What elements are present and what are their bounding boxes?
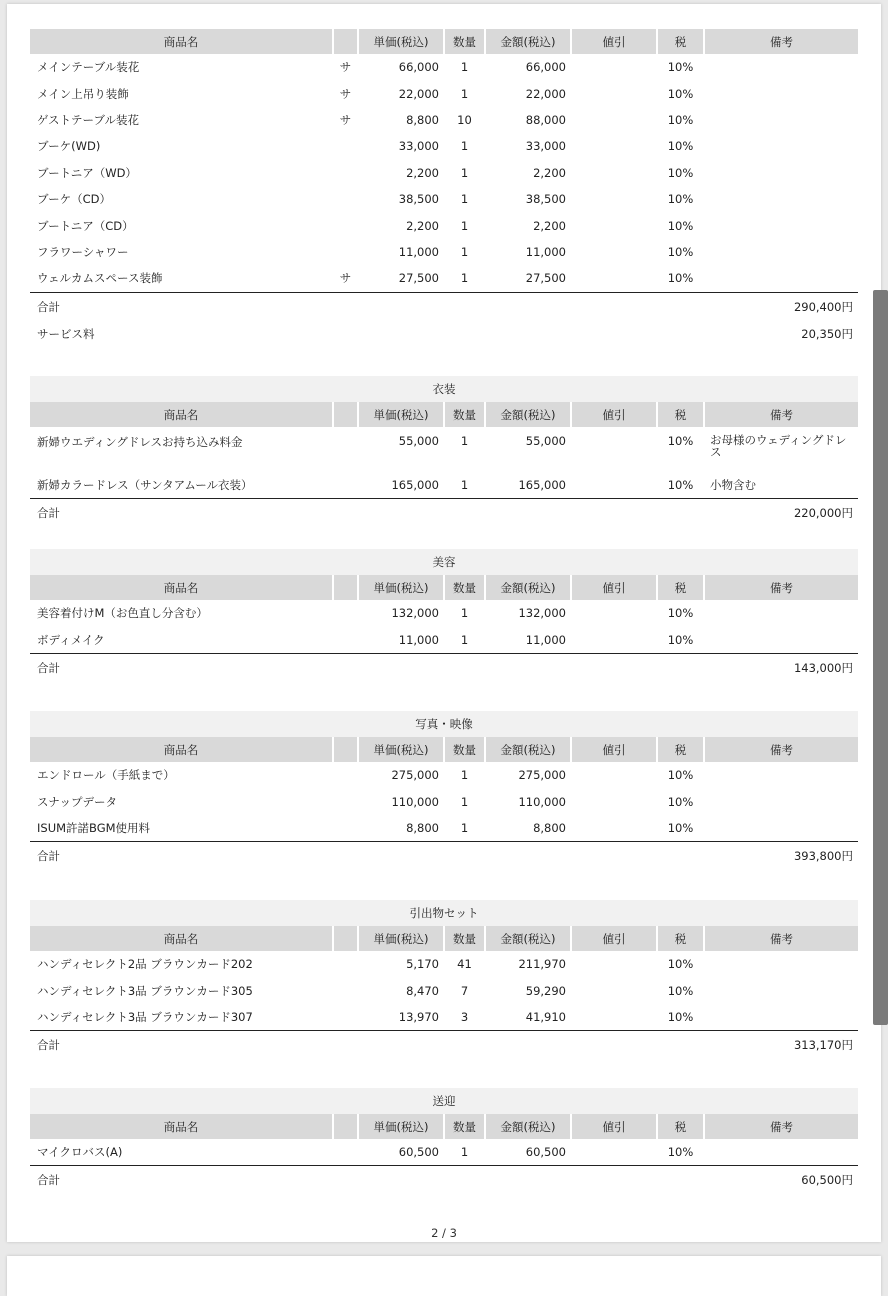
header-discount: 値引 [571,1114,657,1139]
cell-note [704,212,858,238]
header-qty: 数量 [444,29,485,54]
header-name: 商品名 [30,29,333,54]
cell-tax: 10% [667,434,694,448]
cell-mark [333,133,358,159]
transport-rows [30,1139,858,1165]
cell-unit-price: 2,200 [406,218,439,233]
cell-mark [333,472,358,498]
cell-unit-price: 5,170 [406,957,439,972]
cell-item-name: 新婦カラードレス（サンタアムール衣装） [37,478,253,493]
cell-amount: 275,000 [518,768,566,783]
cell-qty: 7 [460,983,469,998]
cell-amount: 22,000 [525,86,566,101]
cell-qty: 3 [460,1009,469,1024]
cell-note: お母様のウェディングドレス [710,433,847,459]
cell-mark [333,788,358,814]
cell-mark [333,239,358,265]
table-row [30,54,858,80]
cell-discount [571,427,657,472]
cell-unit-price: 11,000 [398,244,439,259]
table-row [30,80,858,106]
cell-mark [333,977,358,1003]
table-row [30,977,858,1003]
header-note: 備考 [704,402,858,427]
cell-discount [571,1139,657,1165]
cell-qty: 1 [460,768,469,783]
cell-item-name: ハンディセレクト3品 ブラウンカード307 [37,1009,253,1024]
header-note: 備考 [704,926,858,951]
cell-qty: 1 [460,820,469,835]
header-discount: 値引 [571,29,657,54]
cell-unit-price: 8,800 [406,112,439,127]
cell-item-name: ボディメイク [37,632,105,647]
cell-tax: 10% [667,192,694,207]
cell-tax: 10% [667,86,694,101]
header-qty: 数量 [444,575,485,600]
header-name: 商品名 [30,402,333,427]
cell-discount [571,788,657,814]
flower-table [30,29,858,292]
header-unit-price: 単価(税込) [358,926,444,951]
total-label: 合計 [37,849,60,864]
costume-table [30,402,858,498]
header-mark [333,737,358,762]
header-discount: 値引 [571,575,657,600]
header-mark [333,1114,358,1139]
cell-qty: 1 [460,218,469,233]
cell-amount: 11,000 [525,244,566,259]
table-row [30,600,858,626]
table-header-row [30,926,858,951]
cell-note [704,1004,858,1030]
cell-note [704,80,858,106]
header-amount: 金額(税込) [485,29,571,54]
cell-unit-price: 33,000 [398,139,439,154]
cell-qty: 1 [460,165,469,180]
cell-qty: 1 [460,86,469,101]
section-title: 写真・映像 [30,711,858,737]
scrollbar[interactable] [873,290,888,1025]
cell-discount [571,815,657,841]
table-header-row [30,29,858,54]
cell-qty: 10 [457,112,472,127]
cell-item-name: ブーケ（CD） [37,192,112,207]
beauty-total-row [30,653,858,681]
cell-unit-price: 22,000 [398,86,439,101]
cell-item-name: ブートニア（WD） [37,165,137,180]
cell-discount [571,977,657,1003]
table-row [30,788,858,814]
cell-mark [333,160,358,186]
cell-item-name: エンドロール（手紙まで） [37,768,175,783]
cell-qty: 1 [460,192,469,207]
cell-discount [571,626,657,652]
cell-qty: 1 [460,606,469,621]
header-discount: 値引 [571,737,657,762]
table-row [30,239,858,265]
header-name: 商品名 [30,737,333,762]
cell-tax: 10% [667,820,694,835]
cell-tax: 10% [667,244,694,259]
cell-item-name: マイクロバス(A) [37,1145,123,1160]
table-row [30,133,858,159]
cell-note [704,239,858,265]
cell-mark: サ [339,60,352,75]
cell-note [704,186,858,212]
header-note: 備考 [704,1114,858,1139]
cell-discount [571,107,657,133]
costume-total-row [30,498,858,526]
cell-note [704,133,858,159]
cell-amount: 211,970 [518,957,566,972]
cell-unit-price: 2,200 [406,165,439,180]
cell-qty: 1 [460,139,469,154]
cell-tax: 10% [667,1145,694,1160]
cell-mark: サ [339,112,352,127]
header-unit-price: 単価(税込) [358,737,444,762]
next-page-preview [7,1256,881,1296]
service-fee-label: サービス料 [37,326,95,341]
total-value: 290,400円 [793,299,853,314]
cell-note [704,977,858,1003]
flower-rows [30,54,858,292]
photo-rows [30,762,858,841]
total-value: 393,800円 [793,849,853,864]
table-row [30,186,858,212]
cell-qty: 1 [460,244,469,259]
total-label: 合計 [37,1173,60,1188]
cell-unit-price: 8,800 [406,820,439,835]
beauty-table [30,575,858,653]
total-value: 60,500円 [801,1173,853,1188]
header-tax: 税 [657,29,704,54]
cell-amount: 2,200 [533,165,566,180]
cell-note [704,265,858,291]
flower-total-row [30,292,858,320]
header-discount: 値引 [571,402,657,427]
transport-table [30,1114,858,1165]
header-note: 備考 [704,737,858,762]
cell-item-name: ハンディセレクト2品 ブラウンカード202 [37,957,253,972]
cell-note [704,160,858,186]
gift-rows [30,951,858,1030]
cell-item-name: 美容着付けM（お色直し分含む） [37,606,208,621]
cell-note [704,626,858,652]
cell-qty: 1 [460,434,469,448]
header-qty: 数量 [444,402,485,427]
table-row [30,427,858,472]
cell-qty: 1 [460,478,469,493]
cell-note [704,1139,858,1165]
cell-tax: 10% [667,957,694,972]
table-row [30,1004,858,1030]
cell-amount: 11,000 [525,632,566,647]
cell-mark [333,212,358,238]
cell-tax: 10% [667,218,694,233]
table-row [30,951,858,977]
header-note: 備考 [704,29,858,54]
total-value: 220,000円 [793,506,853,521]
section-title: 引出物セット [30,900,858,926]
cell-discount [571,1004,657,1030]
cell-tax: 10% [667,1009,694,1024]
photo-table [30,737,858,841]
cell-unit-price: 38,500 [398,192,439,207]
cell-discount [571,212,657,238]
cell-note: 小物含む [710,478,756,493]
cell-mark [333,626,358,652]
header-tax: 税 [657,1114,704,1139]
cell-unit-price: 27,500 [398,271,439,286]
header-mark [333,29,358,54]
photo-total-row [30,841,858,869]
cell-tax: 10% [667,271,694,286]
header-discount: 値引 [571,926,657,951]
gift-total-row [30,1030,858,1058]
cell-unit-price: 66,000 [398,60,439,75]
cell-amount: 38,500 [525,192,566,207]
cell-mark: サ [339,271,352,286]
cell-mark [333,1139,358,1165]
cell-discount [571,186,657,212]
cell-item-name: フラワーシャワー [37,244,129,259]
cell-discount [571,54,657,80]
table-row [30,626,858,652]
section-costume [30,376,858,526]
cell-amount: 165,000 [518,478,566,493]
cell-tax: 10% [667,139,694,154]
cell-amount: 60,500 [525,1145,566,1160]
cell-note [704,815,858,841]
header-name: 商品名 [30,575,333,600]
cell-discount [571,160,657,186]
cell-discount [571,600,657,626]
table-header-row [30,575,858,600]
cell-unit-price: 165,000 [391,478,439,493]
cell-unit-price: 60,500 [398,1145,439,1160]
section-title: 送迎 [30,1088,858,1114]
cell-mark [333,762,358,788]
cell-discount [571,80,657,106]
cell-item-name: ブートニア（CD） [37,218,134,233]
cell-discount [571,265,657,291]
cell-tax: 10% [667,632,694,647]
header-tax: 税 [657,402,704,427]
cell-item-name: ゲストテーブル装花 [37,112,140,127]
cell-item-name: メイン上吊り装飾 [37,86,129,101]
cell-discount [571,951,657,977]
cell-item-name: ISUM許諾BGM使用料 [37,820,151,835]
header-unit-price: 単価(税込) [358,575,444,600]
cell-tax: 10% [667,983,694,998]
cell-item-name: ハンディセレクト3品 ブラウンカード305 [37,983,253,998]
section-photo [30,711,858,869]
service-fee-row [30,320,858,346]
cell-amount: 110,000 [518,794,566,809]
header-amount: 金額(税込) [485,402,571,427]
cell-item-name: 新婦ウエディングドレスお持ち込み料金 [37,435,243,449]
beauty-rows [30,600,858,653]
header-unit-price: 単価(税込) [358,1114,444,1139]
cell-amount: 27,500 [525,271,566,286]
header-amount: 金額(税込) [485,926,571,951]
cell-tax: 10% [667,794,694,809]
cell-mark [333,186,358,212]
cell-amount: 33,000 [525,139,566,154]
cell-note [704,107,858,133]
header-unit-price: 単価(税込) [358,402,444,427]
cell-unit-price: 8,470 [406,983,439,998]
cell-unit-price: 275,000 [391,768,439,783]
cell-mark: サ [339,86,352,101]
transport-total-row [30,1165,858,1193]
cell-unit-price: 132,000 [391,606,439,621]
cell-amount: 88,000 [525,112,566,127]
table-row [30,1139,858,1165]
table-row [30,472,858,498]
cell-amount: 132,000 [518,606,566,621]
cell-amount: 66,000 [525,60,566,75]
total-label: 合計 [37,1038,60,1053]
cell-discount [571,472,657,498]
header-amount: 金額(税込) [485,575,571,600]
cell-amount: 59,290 [525,983,566,998]
header-qty: 数量 [444,1114,485,1139]
cell-tax: 10% [667,606,694,621]
cell-mark [333,815,358,841]
cell-tax: 10% [667,165,694,180]
cell-tax: 10% [667,112,694,127]
header-tax: 税 [657,737,704,762]
cell-mark [333,1004,358,1030]
header-qty: 数量 [444,737,485,762]
cell-note [704,951,858,977]
cell-discount [571,133,657,159]
total-value: 143,000円 [793,660,853,675]
cell-item-name: ウェルカムスペース装飾 [37,271,163,286]
table-header-row [30,737,858,762]
header-amount: 金額(税込) [485,1114,571,1139]
header-mark [333,575,358,600]
total-label: 合計 [37,506,60,521]
cell-item-name: メインテーブル装花 [37,60,140,75]
header-mark [333,926,358,951]
header-qty: 数量 [444,926,485,951]
cell-mark [333,951,358,977]
header-tax: 税 [657,575,704,600]
section-transport [30,1088,858,1193]
table-row [30,107,858,133]
header-note: 備考 [704,575,858,600]
cell-qty: 1 [460,632,469,647]
total-value: 313,170円 [793,1038,853,1053]
cell-note [704,788,858,814]
cell-unit-price: 55,000 [398,434,439,448]
table-row [30,160,858,186]
cell-unit-price: 110,000 [391,794,439,809]
header-tax: 税 [657,926,704,951]
table-row [30,265,858,291]
cell-discount [571,762,657,788]
cell-note [704,762,858,788]
table-header-row [30,1114,858,1139]
table-row [30,815,858,841]
section-flower [30,29,858,346]
table-header-row [30,402,858,427]
cell-amount: 8,800 [533,820,566,835]
cell-item-name: ブーケ(WD) [37,139,101,154]
total-label: 合計 [37,299,60,314]
service-fee-value: 20,350円 [801,326,853,341]
cell-qty: 1 [460,794,469,809]
cell-amount: 41,910 [525,1009,566,1024]
header-amount: 金額(税込) [485,737,571,762]
document-page [7,4,881,1242]
cell-note [704,600,858,626]
cell-amount: 55,000 [525,434,566,448]
section-title: 美容 [30,549,858,575]
cell-unit-price: 11,000 [398,632,439,647]
section-gift [30,900,858,1058]
cell-item-name: スナップデータ [37,794,118,809]
header-unit-price: 単価(税込) [358,29,444,54]
cell-qty: 1 [460,1145,469,1160]
header-name: 商品名 [30,1114,333,1139]
header-mark [333,402,358,427]
section-title: 衣装 [30,376,858,402]
cell-qty: 1 [460,271,469,286]
header-name: 商品名 [30,926,333,951]
cell-note [704,54,858,80]
costume-rows [30,427,858,498]
table-row [30,212,858,238]
gift-table [30,926,858,1030]
cell-mark [333,600,358,626]
cell-tax: 10% [667,478,694,493]
cell-unit-price: 13,970 [398,1009,439,1024]
table-row [30,762,858,788]
cell-qty: 41 [457,957,472,972]
page-indicator: 2 / 3 [431,1226,457,1240]
cell-qty: 1 [460,60,469,75]
section-beauty [30,549,858,681]
cell-discount [571,239,657,265]
cell-tax: 10% [667,60,694,75]
total-label: 合計 [37,660,60,675]
cell-mark [333,427,358,472]
cell-tax: 10% [667,768,694,783]
cell-amount: 2,200 [533,218,566,233]
